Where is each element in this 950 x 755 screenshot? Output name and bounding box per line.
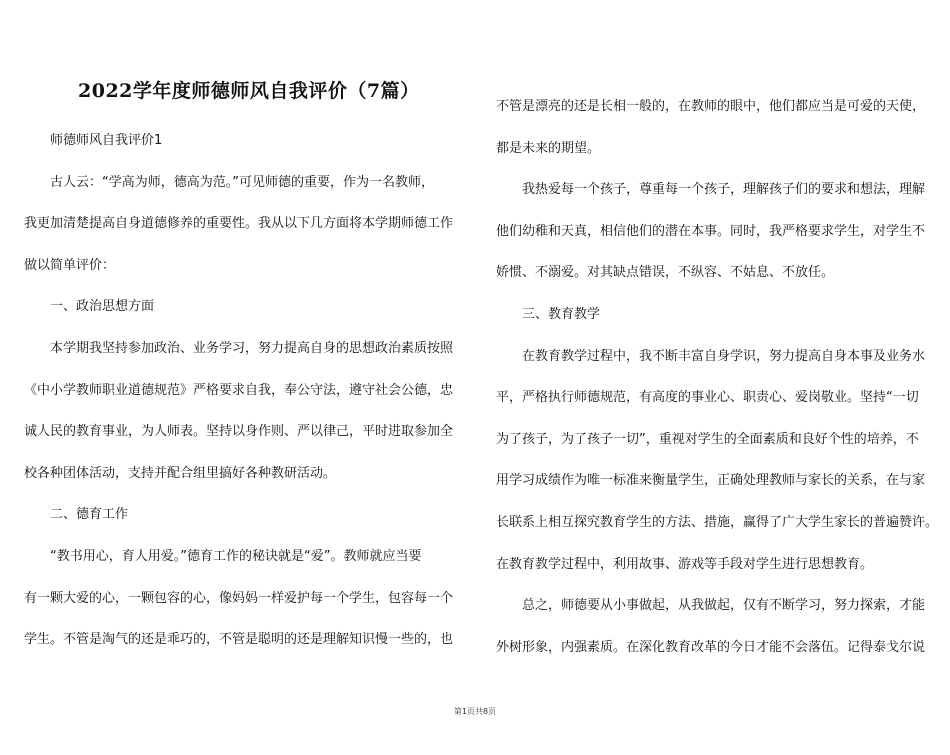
paragraph-line: 用学习成绩作为唯一标准来衡量学生，正确处理教师与家长的关系，在与家	[496, 473, 926, 489]
left-column	[24, 120, 472, 661]
paragraph-line: 不管是漂亮的还是长相一般的，在教师的眼中，他们都应当是可爱的天使，	[496, 99, 926, 114]
paragraph-line: 娇惯、不溺爱。对其缺点错误，不纵容、不姑息、不放任。	[496, 265, 835, 281]
paragraph-line: 平，严格执行师德规范，有高度的事业心、职责心、爱岗敬业。坚持“一切	[496, 390, 919, 406]
section-heading: 师德师风自我评价1	[50, 133, 163, 148]
paragraph-line: 本学期我坚持参加政治、业务学习，努力提高自身的思想政治素质按照	[50, 340, 454, 356]
paragraph-line: 校各种团体活动，支持并配合组里搞好各种教研活动。	[24, 465, 337, 481]
right-column	[496, 86, 944, 668]
paragraph-line: 古人云：“学高为师，德高为范。”可见师德的重要，作为一名教师，	[50, 174, 434, 190]
paragraph-line: 为了孩子，为了孩子一切”，重视对学生的全面素质和良好个性的培养，不	[496, 431, 919, 447]
paragraph-line: 都是未来的期望。	[496, 140, 601, 156]
paragraph-line: 《中小学教师职业道德规范》严格要求自我，奉公守法，遵守社会公德，忠	[24, 382, 454, 398]
paragraph-line: 在教育教学过程中，我不断丰富自身学识，努力提高自身本事及业务水	[522, 348, 926, 364]
section-heading: 二、德育工作	[50, 507, 129, 523]
paragraph-line: 诚人民的教育事业，为人师表。坚持以身作则、严以律己，平时进取参加全	[24, 424, 454, 440]
paragraph-line: 总之，师德要从小事做起，从我做起，仅有不断学习，努力探索，才能	[522, 598, 926, 614]
paragraph-line: 我更加清楚提高自身道德修养的重要性。我从以下几方面将本学期师德工作	[24, 216, 454, 232]
paragraph-line: 我热爱每一个孩子，尊重每一个孩子，理解孩子们的要求和想法，理解	[522, 182, 926, 198]
paragraph-line: 长联系上相互探究教育学生的方法、措施，赢得了广大学生家长的普遍赞许。	[496, 514, 939, 530]
paragraph-line: 他们幼稚和天真，相信他们的潜在本事。同时，我严格要求学生，对学生不	[496, 223, 926, 239]
page-footer: 第1页共8页	[453, 707, 497, 716]
paragraph-line: 做以简单评价：	[24, 257, 116, 273]
paragraph-line: 在教育教学过程中，利用故事、游戏等手段对学生进行思想教育。	[496, 556, 874, 572]
section-heading: 一、政治思想方面	[50, 299, 155, 315]
document-title: 2022学年度师德师风自我评价（7篇）	[78, 80, 420, 102]
paragraph-line: 外树形象，内强素质。在深化教育改革的今日才能不会落伍。记得泰戈尔说	[496, 639, 926, 655]
section-heading: 三、教育教学	[522, 306, 601, 322]
paragraph-line: 学生。不管是淘气的还是乖巧的，不管是聪明的还是理解知识慢一些的，也	[24, 632, 454, 648]
paragraph-line: “教书用心，育人用爱。”德育工作的秘诀就是“爱”。教师就应当要	[50, 548, 422, 564]
paragraph-line: 有一颗大爱的心，一颗包容的心，像妈妈一样爱护每一个学生，包容每一个	[24, 590, 454, 606]
